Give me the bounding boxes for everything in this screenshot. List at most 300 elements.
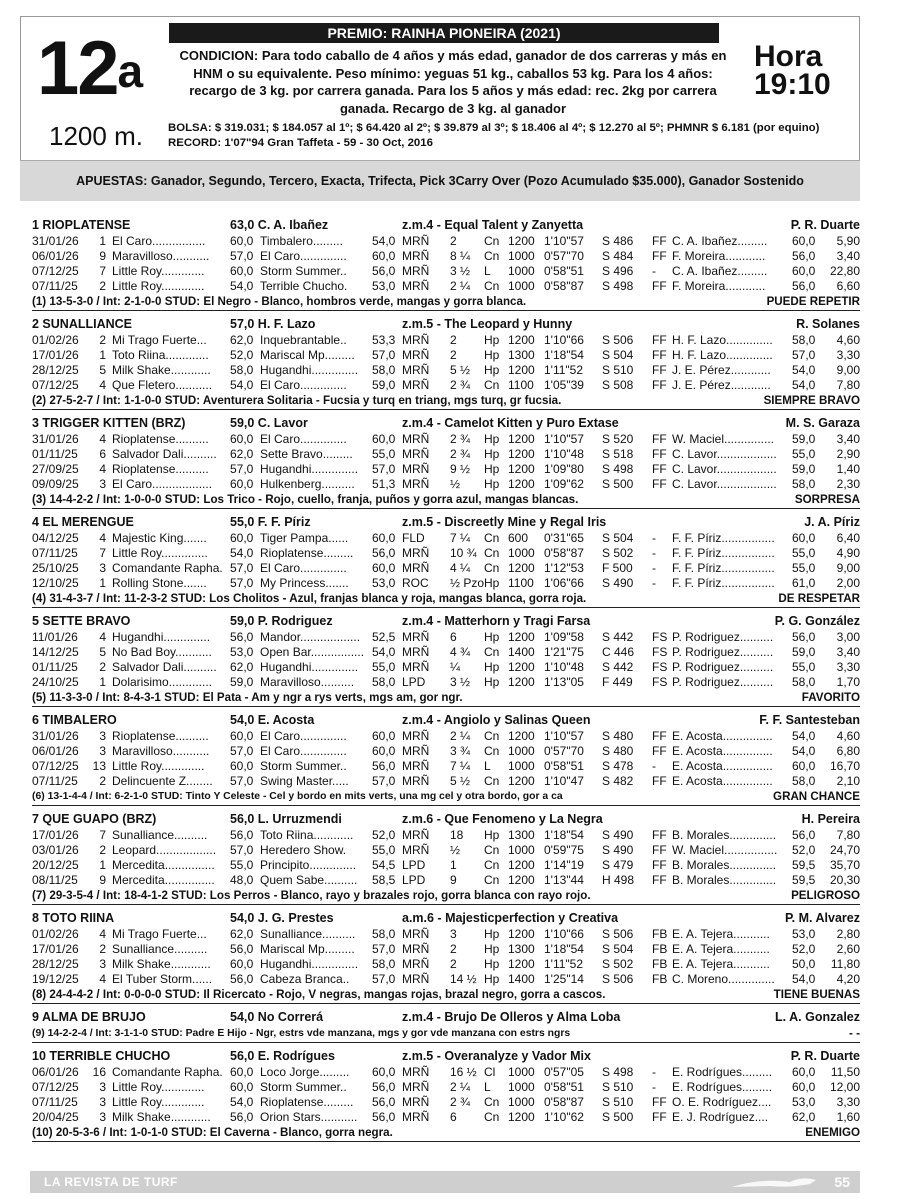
run-track: MRÑ: [402, 477, 430, 491]
run-winner-weight: 56,0: [372, 759, 396, 773]
run-time: 1'14"19: [544, 858, 584, 872]
run-jockey: E. J. Rodríguez....: [672, 1110, 769, 1124]
run-margin: 16 ½: [450, 1065, 477, 1079]
run-winner: Hugandhi..............: [260, 957, 359, 971]
run-margin: 6: [450, 630, 457, 644]
run-class: Hp: [484, 828, 500, 842]
run-jockey-weight: 59,0: [792, 432, 816, 446]
run-distance: 1200: [508, 1110, 535, 1124]
run-distance: 1200: [508, 432, 535, 446]
run-winner-weight: 56,0: [372, 264, 396, 278]
run-jockey: E. Acosta...............: [672, 744, 773, 758]
run-position: 2: [99, 660, 106, 674]
run-first-weight: 60,0: [230, 432, 254, 446]
run-shoe: FB: [652, 957, 668, 971]
run-dividend: 2,60: [836, 942, 860, 956]
run-winner-weight: 56,0: [372, 1110, 396, 1124]
run-margin: 2: [450, 942, 457, 956]
run-winner: Storm Summer..: [260, 264, 347, 278]
run-dividend: 2,80: [836, 927, 860, 941]
run-first-weight: 56,0: [230, 972, 254, 986]
run-start: S 482: [602, 774, 634, 788]
run-shoe: FF: [652, 432, 667, 446]
stud-info: (9) 14-2-2-4 / Int: 3-1-1-0 STUD: Padre E Hijo - Ngr, estrs vde manzana, mgs y gor vde manzana con estrs ngrs: [32, 1028, 571, 1039]
run-winner-weight: 52,5: [372, 630, 396, 644]
horse-logo-icon: [730, 1174, 820, 1190]
pedigree: z.m.4 - Equal Talent y Zanyetta: [402, 218, 584, 232]
rating-label: SIEMPRE BRAVO: [763, 394, 860, 407]
entry-header: [32, 909, 860, 927]
run-jockey: E. Rodrígues.........: [672, 1065, 773, 1079]
horse-name: 7 QUE GUAPO (BRZ): [32, 812, 157, 826]
run-time: 0'58"87: [544, 1095, 584, 1109]
run-class: Hp: [484, 660, 500, 674]
run-distance: 1000: [508, 279, 535, 293]
run-date: 06/01/26: [32, 744, 79, 758]
past-run-row: [32, 858, 860, 873]
run-track: MRÑ: [402, 462, 430, 476]
run-date: 07/11/25: [32, 546, 78, 560]
run-distance: 1100: [508, 576, 534, 590]
run-start: S 502: [602, 957, 634, 971]
run-dividend: 22,80: [829, 264, 860, 278]
run-first-horse: Little Roy.............: [112, 1080, 205, 1094]
run-track: MRÑ: [402, 546, 430, 560]
past-run-row: [32, 660, 860, 675]
run-first-weight: 62,0: [230, 927, 254, 941]
run-distance: 1200: [508, 333, 535, 347]
run-position: 6: [99, 447, 106, 461]
run-first-weight: 62,0: [230, 333, 254, 347]
entry-footer: [32, 1026, 860, 1043]
run-shoe: FF: [652, 348, 667, 362]
run-date: 04/12/25: [32, 531, 79, 545]
past-run-row: [32, 927, 860, 942]
run-first-weight: 55,0: [230, 858, 254, 872]
run-first-horse: Little Roy.............: [112, 759, 205, 773]
stud-info: (3) 14-4-2-2 / Int: 1-0-0-0 STUD: Los Trico - Rojo, cuello, franja, puños y gorra azul, mangas blancas.: [32, 493, 579, 506]
run-time: 1'10"57: [544, 234, 584, 248]
run-margin: 2 ¾: [450, 447, 471, 461]
run-jockey-weight: 54,0: [792, 729, 816, 743]
run-date: 07/11/25: [32, 774, 78, 788]
run-date: 01/02/26: [32, 927, 79, 941]
run-margin: 7 ¼: [450, 531, 471, 545]
past-run-row: [32, 942, 860, 957]
run-track: ROC: [402, 576, 429, 590]
run-first-weight: 60,0: [230, 531, 254, 545]
run-start: S 498: [602, 1065, 634, 1079]
horse-name: 1 RIOPLATENSE: [32, 218, 131, 232]
run-first-weight: 60,0: [230, 1080, 254, 1094]
run-shoe: FF: [652, 1095, 667, 1109]
run-jockey: B. Morales..............: [672, 828, 777, 842]
past-run-row: [32, 531, 860, 546]
run-first-horse: Salvador Dali..........: [112, 660, 217, 674]
run-class: Cn: [484, 1095, 500, 1109]
run-first-horse: Sunalliance..........: [112, 942, 208, 956]
entry-header: [32, 810, 860, 828]
run-start: S 442: [602, 660, 634, 674]
run-jockey: C. Moreno..............: [672, 972, 775, 986]
run-margin: 2: [450, 348, 457, 362]
run-distance: 1200: [508, 873, 535, 887]
run-winner: Sette Bravo.........: [260, 447, 353, 461]
run-winner-weight: 52,0: [372, 828, 396, 842]
run-position: 9: [99, 873, 106, 887]
run-dividend: 11,80: [830, 957, 860, 971]
run-winner-weight: 54,0: [372, 234, 396, 248]
run-first-horse: Maravilloso...........: [112, 744, 210, 758]
run-winner: Storm Summer..: [260, 1080, 347, 1094]
run-winner-weight: 60,0: [372, 432, 396, 446]
run-track: FLD: [402, 531, 425, 545]
run-track: MRÑ: [402, 630, 430, 644]
run-time: 1'10"57: [544, 729, 584, 743]
run-shoe: -: [652, 531, 656, 545]
run-margin: 2 ¼: [450, 729, 471, 743]
run-winner-weight: 60,0: [372, 561, 396, 575]
run-time: 0'58"51: [544, 264, 584, 278]
past-run-row: [32, 1080, 860, 1095]
run-dividend: 9,00: [836, 363, 860, 377]
run-winner-weight: 51,3: [372, 477, 396, 491]
run-distance: 1000: [508, 1080, 535, 1094]
trainer: P. R. Duarte: [790, 218, 860, 232]
run-dividend: 4,60: [836, 333, 860, 347]
trainer: P. R. Duarte: [790, 1049, 860, 1063]
run-first-weight: 60,0: [230, 759, 254, 773]
race-distance: 1200 m.: [49, 121, 143, 151]
run-winner-weight: 56,0: [372, 546, 396, 560]
run-first-weight: 56,0: [230, 630, 254, 644]
pedigree: z.m.4 - Matterhorn y Tragi Farsa: [402, 614, 591, 628]
run-first-horse: No Bad Boy...........: [112, 645, 212, 659]
run-winner: El Caro..............: [260, 249, 347, 263]
run-distance: 1300: [508, 348, 535, 362]
past-run-row: [32, 645, 860, 660]
entry-header: [32, 216, 860, 234]
betting-options: APUESTAS: Ganador, Segundo, Tercero, Exacta, Trifecta, Pick 3Carry Over (Pozo Acumulado $35.000), Ganador Sostenido: [20, 160, 860, 201]
run-time: 1'18"54: [544, 828, 584, 842]
run-start: S 490: [602, 576, 634, 590]
run-first-horse: Rioplatense..........: [112, 462, 209, 476]
past-run-row: [32, 744, 860, 759]
run-margin: 4 ¾: [450, 645, 471, 659]
run-first-weight: 60,0: [230, 234, 254, 248]
run-distance: 1000: [508, 744, 535, 758]
run-position: 9: [99, 249, 106, 263]
entry-footer: [32, 294, 860, 311]
run-first-horse: Mercedita...............: [112, 858, 215, 872]
run-jockey-weight: 56,0: [792, 279, 816, 293]
run-winner: Mandor..................: [260, 630, 361, 644]
run-margin: 2 ¾: [450, 378, 471, 392]
run-winner-weight: 58,0: [372, 927, 396, 941]
rating-label: - -: [849, 1027, 860, 1040]
run-winner-weight: 56,0: [372, 1095, 396, 1109]
run-winner: Toto Riina............: [260, 828, 354, 842]
run-position: 3: [99, 957, 106, 971]
run-shoe: FB: [652, 942, 668, 956]
run-first-weight: 60,0: [230, 264, 254, 278]
run-start: H 498: [602, 873, 635, 887]
run-margin: 9 ½: [450, 462, 471, 476]
run-start: S 498: [602, 279, 634, 293]
run-first-weight: 58,0: [230, 363, 254, 377]
run-first-horse: Salvador Dali..........: [112, 447, 217, 461]
run-date: 03/01/26: [32, 843, 79, 857]
run-start: S 490: [602, 843, 634, 857]
run-position: 4: [99, 531, 106, 545]
run-start: S 510: [602, 1095, 634, 1109]
run-start: S 504: [602, 531, 634, 545]
run-winner-weight: 60,0: [372, 531, 396, 545]
weight-jockey: 63,0 C. A. Ibañez: [230, 218, 329, 232]
run-winner: Cabeza Branca..: [260, 972, 350, 986]
past-run-row: [32, 759, 860, 774]
run-first-weight: 57,0: [230, 576, 254, 590]
run-dividend: 3,40: [836, 645, 860, 659]
run-shoe: FB: [652, 972, 668, 986]
run-class: Hp: [484, 432, 500, 446]
run-date: 17/01/26: [32, 942, 79, 956]
run-class: L: [484, 264, 491, 278]
run-margin: ¼: [450, 660, 461, 674]
horse-name: 10 TERRIBLE CHUCHO: [32, 1049, 171, 1063]
run-first-horse: Mi Trago Fuerte...: [112, 927, 207, 941]
run-track: MRÑ: [402, 1110, 430, 1124]
run-winner-weight: 59,0: [372, 378, 396, 392]
run-jockey: F. Moreira............: [672, 249, 766, 263]
run-winner: Rioplatense.........: [260, 546, 354, 560]
run-class: Cn: [484, 234, 500, 248]
run-start: S 518: [602, 447, 634, 461]
run-first-horse: Rioplatense..........: [112, 729, 209, 743]
run-shoe: FF: [652, 462, 667, 476]
run-distance: 1000: [508, 759, 535, 773]
run-first-horse: Hugandhi..............: [112, 630, 211, 644]
run-time: 1'10"47: [544, 774, 584, 788]
hora-label: Hora: [754, 40, 823, 73]
past-run-row: [32, 1065, 860, 1080]
run-winner: Terrible Chucho.: [260, 279, 348, 293]
trainer: F. F. Santesteban: [759, 713, 860, 727]
weight-jockey: 57,0 H. F. Lazo: [230, 317, 316, 331]
run-first-weight: 62,0: [230, 660, 254, 674]
run-first-horse: El Tuber Storm......: [112, 972, 213, 986]
run-track: MRÑ: [402, 942, 430, 956]
run-distance: 1200: [508, 561, 535, 575]
run-winner: El Caro..............: [260, 744, 347, 758]
trainer: L. A. Gonzalez: [775, 1010, 860, 1024]
run-dividend: 12,00: [829, 1080, 860, 1094]
weight-jockey: 59,0 P. Rodriguez: [230, 614, 333, 628]
run-first-horse: Rolling Stone.......: [112, 576, 207, 590]
run-first-horse: Little Roy..............: [112, 546, 208, 560]
run-position: 2: [99, 333, 106, 347]
run-date: 07/12/25: [32, 1080, 79, 1094]
hora-time: 19:10: [754, 68, 831, 101]
horse-name: 8 TOTO RIINA: [32, 911, 115, 925]
run-class: Cn: [484, 729, 500, 743]
run-class: Hp: [484, 348, 500, 362]
run-first-horse: Majestic King.......: [112, 531, 207, 545]
run-jockey: W. Maciel................: [672, 843, 778, 857]
run-track: MRÑ: [402, 561, 430, 575]
run-shoe: FF: [652, 234, 667, 248]
rating-label: FAVORITO: [801, 691, 860, 704]
run-date: 20/12/25: [32, 858, 79, 872]
run-shoe: FF: [652, 279, 667, 293]
run-dividend: 6,60: [836, 279, 860, 293]
run-dividend: 9,00: [836, 561, 860, 575]
run-date: 06/01/26: [32, 1065, 79, 1079]
run-first-horse: Little Roy.............: [112, 1095, 205, 1109]
run-jockey: B. Morales..............: [672, 873, 777, 887]
run-start: S 480: [602, 744, 634, 758]
entry-block: [32, 1047, 860, 1142]
entry-header: [32, 513, 860, 531]
race-number-value: 12: [37, 26, 118, 111]
run-first-horse: Que Fletero...........: [112, 378, 213, 392]
horse-name: 9 ALMA DE BRUJO: [32, 1010, 146, 1024]
run-class: Cn: [484, 645, 500, 659]
run-track: MRÑ: [402, 972, 430, 986]
stud-info: (2) 27-5-2-7 / Int: 1-1-0-0 STUD: Aventurera Solitaria - Fucsia y turq en triang, mgs turq, gr fucsia.: [32, 394, 562, 407]
run-jockey-weight: 60,0: [792, 531, 816, 545]
run-distance: 1200: [508, 447, 535, 461]
run-winner: Mariscal Mp.........: [260, 942, 355, 956]
run-margin: 3 ¾: [450, 744, 471, 758]
run-date: 25/10/25: [32, 561, 79, 575]
run-shoe: -: [652, 1080, 656, 1094]
entry-footer: [32, 690, 860, 707]
pedigree: z.m.4 - Camelot Kitten y Puro Extase: [402, 416, 619, 430]
run-winner-weight: 57,0: [372, 972, 396, 986]
trainer: R. Solanes: [796, 317, 860, 331]
run-jockey-weight: 62,0: [792, 1110, 816, 1124]
run-jockey: E. A. Tejera...........: [672, 927, 770, 941]
run-class: Hp: [484, 576, 500, 590]
run-track: MRÑ: [402, 843, 430, 857]
run-class: Cn: [484, 843, 500, 857]
stud-info: (1) 13-5-3-0 / Int: 2-1-0-0 STUD: El Negro - Blanco, hombros verde, mangas y gorra blanca.: [32, 295, 527, 308]
run-time: 1'09"62: [544, 477, 584, 491]
run-first-horse: Milk Shake............: [112, 1110, 211, 1124]
run-margin: 2: [450, 234, 457, 248]
run-position: 4: [99, 378, 106, 392]
run-class: Cn: [484, 249, 500, 263]
run-winner-weight: 57,0: [372, 942, 396, 956]
run-distance: 1200: [508, 858, 535, 872]
trainer: J. A. Píriz: [804, 515, 860, 529]
run-shoe: -: [652, 561, 656, 575]
run-dividend: 3,30: [836, 1095, 860, 1109]
run-start: F 500: [602, 561, 633, 575]
past-run-row: [32, 462, 860, 477]
run-winner-weight: 58,5: [372, 873, 396, 887]
run-jockey-weight: 50,0: [792, 957, 816, 971]
run-class: Cn: [484, 858, 500, 872]
run-first-horse: El Caro................: [112, 234, 206, 248]
run-margin: 5 ½: [450, 774, 471, 788]
run-class: Cn: [484, 873, 500, 887]
run-winner-weight: 53,0: [372, 576, 396, 590]
run-winner-weight: 60,0: [372, 729, 396, 743]
run-shoe: FF: [652, 774, 667, 788]
entry-footer: [32, 1125, 860, 1142]
entry-block: [32, 216, 860, 311]
run-winner-weight: 55,0: [372, 660, 396, 674]
run-time: 1'10"57: [544, 432, 584, 446]
trainer: H. Pereira: [801, 812, 860, 826]
run-first-weight: 52,0: [230, 348, 254, 362]
run-date: 24/10/25: [32, 675, 79, 689]
run-jockey-weight: 58,0: [792, 333, 816, 347]
entry-block: [32, 1008, 860, 1043]
run-start: S 504: [602, 942, 634, 956]
run-distance: 1000: [508, 264, 535, 278]
run-start: S 506: [602, 927, 634, 941]
run-margin: 3 ½: [450, 675, 471, 689]
run-first-horse: Mercedita...............: [112, 873, 215, 887]
run-jockey: E. Acosta...............: [672, 774, 773, 788]
run-position: 3: [99, 477, 106, 491]
run-distance: 1000: [508, 1065, 535, 1079]
run-start: S 506: [602, 972, 634, 986]
run-jockey: J. E. Pérez............: [672, 378, 771, 392]
pedigree: z.m.6 - Que Fenomeno y La Negra: [402, 812, 603, 826]
run-jockey-weight: 54,0: [792, 972, 816, 986]
entry-footer: [32, 393, 860, 410]
run-winner-weight: 60,0: [372, 744, 396, 758]
run-track: MRÑ: [402, 234, 430, 248]
run-jockey: E. Rodrígues.........: [672, 1080, 773, 1094]
run-margin: 14 ½: [450, 972, 477, 986]
entry-block: [32, 414, 860, 509]
run-track: MRÑ: [402, 348, 430, 362]
run-first-weight: 56,0: [230, 828, 254, 842]
run-position: 16: [92, 1065, 106, 1079]
run-distance: 1000: [508, 843, 535, 857]
run-class: Cn: [484, 531, 500, 545]
run-class: Hp: [484, 942, 500, 956]
run-winner: Hugandhi..............: [260, 462, 359, 476]
run-jockey-weight: 60,0: [792, 264, 816, 278]
run-winner-weight: 58,0: [372, 957, 396, 971]
run-position: 7: [99, 828, 106, 842]
run-winner-weight: 55,0: [372, 843, 396, 857]
run-first-weight: 57,0: [230, 843, 254, 857]
run-first-weight: 56,0: [230, 942, 254, 956]
run-first-horse: Toto Riina.............: [112, 348, 209, 362]
run-jockey-weight: 60,0: [792, 1080, 816, 1094]
run-dividend: 6,40: [836, 531, 860, 545]
run-jockey-weight: 56,0: [792, 828, 816, 842]
past-run-row: [32, 279, 860, 294]
run-time: 0'59"75: [544, 843, 584, 857]
run-position: 4: [99, 630, 106, 644]
horse-name: 3 TRIGGER KITTEN (BRZ): [32, 416, 186, 430]
run-time: 1'11"52: [544, 363, 584, 377]
run-class: Cn: [484, 279, 500, 293]
run-dividend: 4,60: [836, 729, 860, 743]
run-jockey-weight: 57,0: [792, 348, 816, 362]
run-track: MRÑ: [402, 378, 430, 392]
run-distance: 1200: [508, 660, 535, 674]
run-dividend: 2,30: [836, 477, 860, 491]
